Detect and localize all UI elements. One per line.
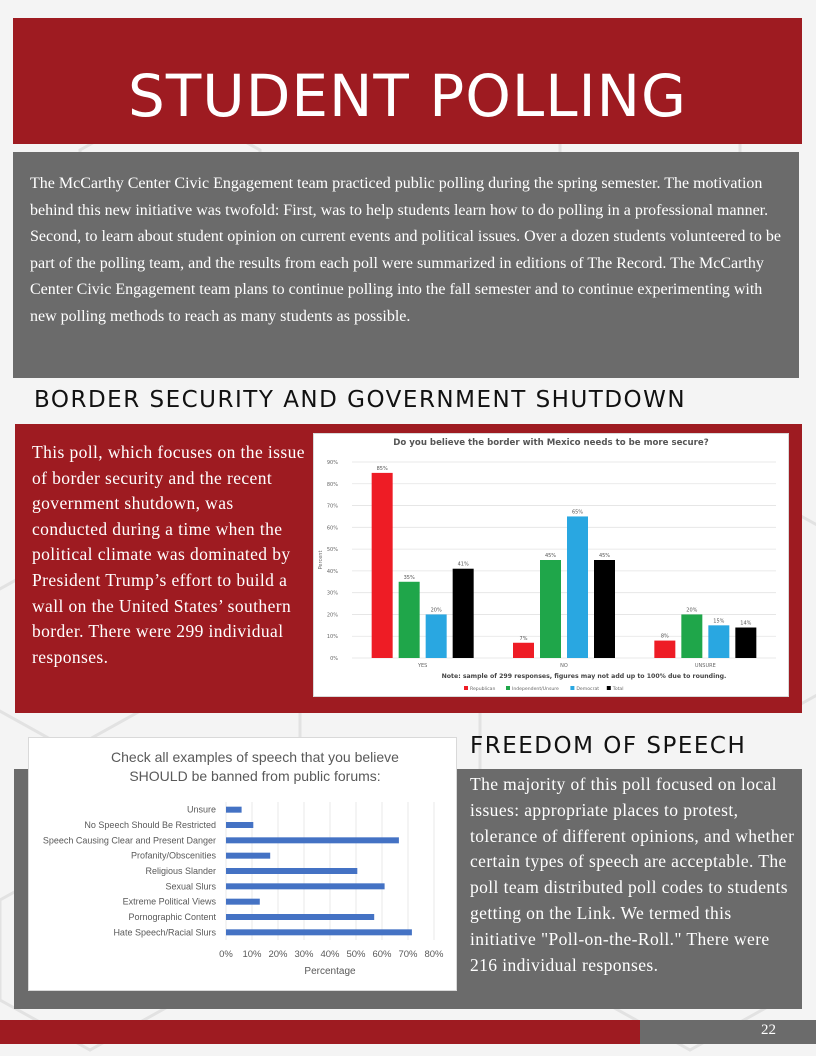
bar (540, 560, 561, 658)
legend-label: Total (612, 687, 624, 692)
bar-value-label: 20% (430, 607, 442, 614)
legend-label: Democrat (576, 687, 600, 692)
y-tick-label: Profanity/Obscenities (130, 850, 216, 861)
y-tick-label: 20% (326, 612, 338, 619)
bar-value-label: 41% (457, 561, 469, 568)
y-tick-label: 90% (326, 460, 338, 466)
y-tick-label: 70% (326, 503, 338, 510)
intro-panel (13, 152, 799, 378)
page-number: 22 (761, 1022, 776, 1038)
bar-value-label: 45% (598, 553, 611, 559)
bar-value-label: 65% (571, 509, 584, 516)
bar-value-label: 14% (740, 620, 752, 627)
legend-label: Independent/Unsure (512, 687, 559, 692)
y-axis-label: Percent (318, 550, 324, 570)
x-tick-label: 70% (398, 949, 418, 960)
x-axis-label: Percentage (304, 966, 356, 977)
bar (426, 614, 447, 658)
y-tick-label: 0% (330, 656, 338, 662)
bar (708, 625, 729, 658)
chart-note: Note: sample of 299 responses, figures may not add up to 100% due to rounding. (441, 673, 727, 680)
y-tick-label: Hate Speech/Racial Slurs (113, 927, 216, 938)
footer-red-bar (0, 1020, 640, 1044)
bar (226, 914, 374, 920)
y-tick-label: 60% (326, 525, 338, 532)
bar (654, 641, 675, 658)
bar-value-label: 20% (686, 607, 698, 614)
x-tick-label: 40% (320, 949, 340, 960)
bar (453, 569, 474, 658)
bar (226, 883, 385, 889)
bar (735, 628, 756, 658)
chart-title: Do you believe the border with Mexico needs to be more secure? (393, 438, 709, 448)
y-tick-label: 50% (326, 547, 338, 554)
border-security-chart-svg (314, 434, 788, 696)
x-tick-label: 0% (219, 949, 233, 960)
chart-title-line: Check all examples of speech that you believe (111, 749, 399, 765)
x-tick-label: 10% (242, 949, 262, 960)
bar (226, 822, 253, 828)
bar-value-label: 15% (713, 618, 725, 625)
bar (399, 582, 420, 658)
x-tick-label: 50% (346, 949, 366, 960)
speech-section-heading: FREEDOM OF SPEECH (470, 733, 747, 759)
chart-title-line: SHOULD be banned from public forums: (129, 768, 381, 784)
title-banner (13, 18, 802, 144)
x-tick-label: YES (417, 663, 428, 669)
bar (226, 837, 399, 843)
legend-swatch (570, 686, 574, 690)
border-section-paragraph: This poll, which focuses on the issue of border security and the recent government shutdown, was conducted during a time when the political climate was dominated by President Trump’s effort to build a wall on the United States’ southern border. There were 299 individual responses. (32, 442, 305, 667)
legend-swatch (607, 686, 611, 690)
x-tick-label: 30% (294, 949, 314, 960)
border-security-chart (313, 433, 789, 697)
y-tick-label: Sexual Slurs (165, 881, 216, 892)
bar-value-label: 35% (403, 574, 415, 581)
speech-ban-chart-svg (29, 738, 456, 990)
y-tick-label: 30% (326, 590, 338, 597)
footer-page-box (640, 1020, 816, 1044)
y-tick-label: Speech Causing Clear and Present Danger (42, 835, 216, 846)
bar (372, 473, 393, 658)
page-title: STUDENT POLLING (128, 62, 687, 130)
bar-value-label: 7% (519, 635, 528, 642)
bar (226, 807, 242, 813)
y-tick-label: Unsure (186, 804, 216, 815)
x-tick-label: 20% (268, 949, 288, 960)
y-tick-label: Extreme Political Views (122, 896, 216, 907)
bar-value-label: 45% (544, 553, 557, 559)
speech-section-paragraph: The majority of this poll focused on local issues: appropriate places to protest, tolerance of different opinions, and whether certain types of speech are acceptable. The poll team distributed poll codes to students getting on the Link. We termed this initiative "Poll-on-the-Roll." There were 216 individual responses. (470, 774, 795, 975)
y-tick-label: Religious Slander (145, 866, 216, 876)
intro-paragraph: The McCarthy Center Civic Engagement team practiced public polling during the spring semester. The motivation behind this new initiative was twofold: First, was to help students learn how to do polling in a professional manner. Second, to learn about student opinion on current events and political issues. Over a dozen students volunteered to be part of the polling team, and the results from each poll were summarized in editions of The Record. The McCarthy Center Civic Engagement team plans to continue polling into the fall semester and to continue experimenting with new polling methods to reach as many students as possible. (30, 175, 781, 325)
speech-ban-chart (28, 737, 457, 991)
bar-value-label: 85% (376, 465, 388, 472)
y-tick-label: 10% (326, 634, 338, 641)
bar (226, 899, 260, 905)
bar (226, 853, 270, 859)
bar (226, 868, 357, 874)
bar (567, 516, 588, 658)
y-tick-label: 40% (326, 568, 338, 575)
x-tick-label: 60% (372, 949, 392, 960)
bar (513, 643, 534, 658)
x-tick-label: NO (560, 663, 568, 669)
y-tick-label: 80% (326, 481, 338, 488)
legend-label: Republican (470, 687, 496, 692)
bar (594, 560, 615, 658)
x-tick-label: 80% (424, 949, 444, 960)
y-tick-label: Pornographic Content (128, 912, 216, 922)
legend-swatch (464, 686, 468, 690)
bar (226, 929, 412, 935)
legend-swatch (506, 686, 510, 690)
x-tick-label: UNSURE (694, 663, 716, 669)
bar-value-label: 8% (660, 633, 669, 640)
y-tick-label: No Speech Should Be Restricted (84, 820, 216, 830)
bar (681, 614, 702, 658)
border-section-heading: BORDER SECURITY AND GOVERNMENT SHUTDOWN (34, 387, 687, 413)
